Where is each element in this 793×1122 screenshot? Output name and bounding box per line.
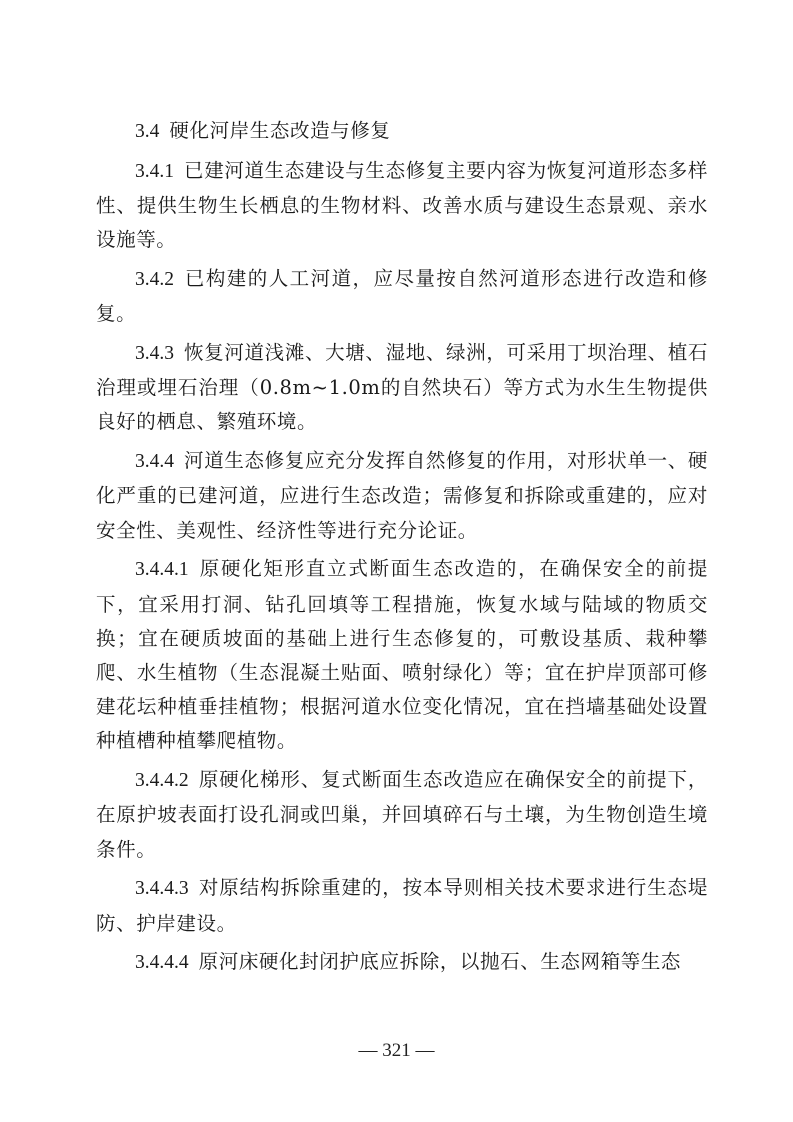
clause-number: 3.4.4 — [135, 451, 174, 473]
clause-3-4-2 — [96, 262, 708, 331]
clause-3-4-4-1 — [96, 552, 708, 758]
clause-3-4-1 — [96, 154, 708, 258]
document-body — [96, 114, 708, 985]
section-heading — [96, 114, 708, 149]
clause-text: 原硬化矩形直立式断面生态改造的，在确保安全的前提下，宜采用打洞、钻孔回填等工程措施，恢复水域与陆域的物质交换；宜在硬质坡面的基础上进行生态修复的，可敷设基质、栽种攀爬、水生植物（生态混凝土贴面、喷射绿化）等；宜在护岸顶部可修建花坛种植垂挂植物；根据河道水位变化情况，宜在挡墙基础处设置种植槽种植攀爬植物。 — [96, 557, 708, 753]
clause-3-4-4-3 — [96, 871, 708, 940]
section-number: 3.4 — [135, 121, 160, 142]
clause-text: 原硬化梯形、复式断面生态改造应在确保安全的前提下，在原护坡表面打设孔洞或凹巢，并回填碎石与土壤，为生物创造生境条件。 — [96, 768, 708, 861]
clause-text: 恢复河道浅滩、大塘、湿地、绿洲，可采用丁坝治理、植石治理或埋石治理（0.8m~1.0m的自然块石）等方式为水生生物提供良好的栖息、繁殖环境。 — [96, 341, 708, 434]
clause-number: 3.4.2 — [135, 269, 174, 290]
clause-3-4-4-4 — [96, 945, 708, 980]
clause-number: 3.4.1 — [135, 160, 174, 182]
clause-number: 3.4.4.4 — [135, 952, 189, 974]
clause-3-4-4-2 — [96, 763, 708, 867]
clause-3-4-4 — [96, 444, 708, 548]
section-title: 硬化河岸生态改造与修复 — [169, 119, 391, 142]
clause-text: 河道生态修复应充分发挥自然修复的作用，对形状单一、硬化严重的已建河道，应进行生态改造；需修复和拆除或重建的，应对安全性、美观性、经济性等进行充分论证。 — [96, 449, 708, 542]
clause-number: 3.4.4.2 — [135, 770, 189, 792]
clause-text: 原河床硬化封闭护底应拆除，以抛石、生态网箱等生态 — [198, 950, 682, 974]
clause-number: 3.4.3 — [135, 343, 174, 364]
clause-number: 3.4.4.1 — [135, 559, 189, 581]
clause-text: 对原结构拆除重建的，按本导则相关技术要求进行生态堤防、护岸建设。 — [96, 876, 708, 935]
page-number: — 321 — — [358, 1040, 435, 1061]
clause-number: 3.4.4.3 — [135, 878, 189, 900]
clause-text: 已建河道生态建设与生态修复主要内容为恢复河道形态多样性、提供生物生长栖息的生物材料、改善水质与建设生态景观、亲水设施等。 — [96, 158, 708, 252]
clause-text: 已构建的人工河道，应尽量按自然河道形态进行改造和修复。 — [96, 267, 708, 326]
clause-3-4-3 — [96, 336, 708, 440]
